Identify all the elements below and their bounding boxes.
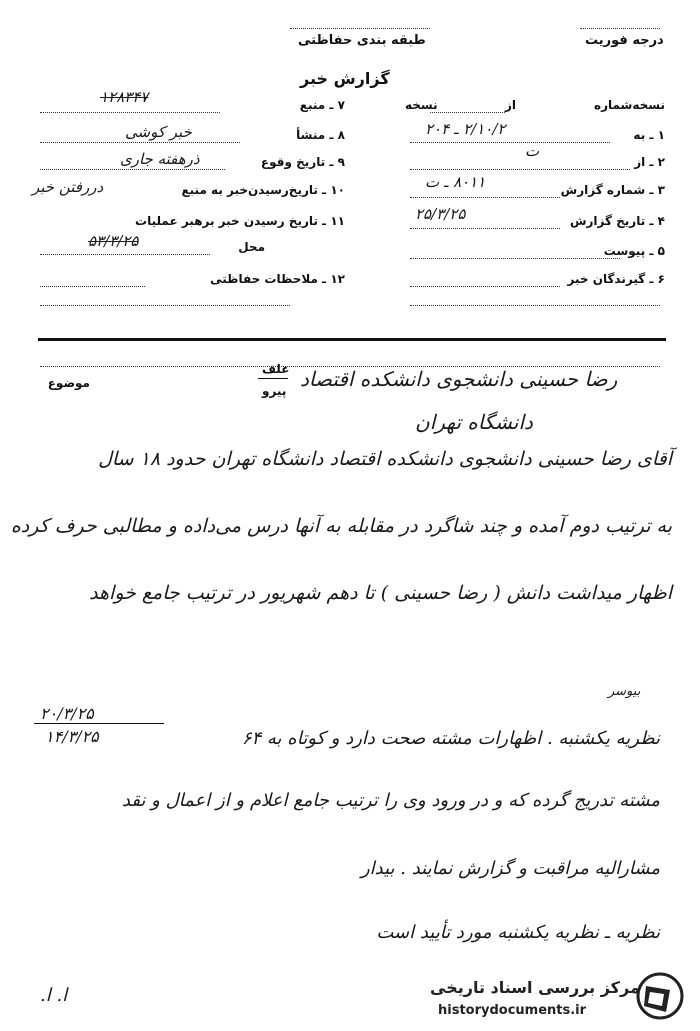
watermark-logo-icon xyxy=(636,972,684,1020)
section-divider xyxy=(38,338,666,341)
field-origin-value: خبر کوشی xyxy=(125,123,192,141)
field-to-dotline xyxy=(410,142,610,143)
field-origin-label: ۸ ـ منشأ xyxy=(296,128,345,142)
field-news-to-source-value: دررفتن خبر xyxy=(32,178,104,196)
field-recipients-label: ۶ ـ گیرندگان خبر xyxy=(567,272,665,286)
field-source-label: ۷ ـ منبع xyxy=(299,98,345,112)
notes-line-4: نظریه ـ نظریه یکشنبه مورد تأیید است xyxy=(376,922,660,943)
subject-label: موضوع xyxy=(47,376,90,390)
body-line-3: اظهار میداشت دانش ( رضا حسینی ) تا دهم شهریور در ترتیب جامع خواهد xyxy=(89,582,672,604)
field-event-date-dotline xyxy=(40,169,225,170)
field-attachment-label: ۵ ـ پیوست xyxy=(603,244,665,258)
notes-ref-rule xyxy=(34,723,164,724)
field-event-date-value: ذرهفته جاری xyxy=(120,150,200,168)
copy-dotline xyxy=(430,112,505,113)
subject-stack-top: علف xyxy=(262,362,290,376)
field-place-label: محل xyxy=(238,240,265,254)
page-title: گزارش خبر xyxy=(300,69,390,88)
subject-line-1: رضا حسینی دانشجوی دانشکده اقتصاد xyxy=(300,367,618,391)
field-recipients-dotline-2 xyxy=(410,305,660,306)
field-report-no-value: ۸۰۱۱ ـ ت xyxy=(425,173,486,191)
field-recipients-dotline xyxy=(410,286,560,287)
classification-dotline xyxy=(290,28,430,29)
subject-stack-bottom: پیرو xyxy=(262,384,287,398)
field-event-date-label: ۹ ـ تاریخ وقوع xyxy=(260,155,345,169)
notes-footer-signature: ا. ا. xyxy=(40,985,68,1006)
classification-label: طبقه بندی حفاظتی xyxy=(298,33,426,48)
field-news-to-source-label: ۱۰ ـ تاریخ‌رسیدن‌خبر به منبع xyxy=(181,183,345,197)
field-report-no-label: ۳ ـ شماره گزارش xyxy=(560,183,665,197)
notes-heading: بیوسر xyxy=(608,684,641,699)
field-to-label: ۱ ـ به xyxy=(633,128,665,142)
field-attachment-dotline xyxy=(410,258,620,259)
field-report-date-label: ۴ ـ تاریخ گزارش xyxy=(569,214,665,228)
field-report-no-dotline xyxy=(410,197,560,198)
field-source-dotline xyxy=(40,112,220,113)
field-security-notes-dotline-2 xyxy=(40,305,290,306)
field-from-label: ۲ ـ از xyxy=(634,155,665,169)
urgency-dotline xyxy=(580,28,660,29)
copy-from-label: از xyxy=(505,98,517,112)
body-line-1: آقای رضا حسینی دانشجوی دانشکده اقتصاد دانشگاه تهران حدود ۱۸ سال xyxy=(98,448,672,470)
copy-label: نسخه xyxy=(405,98,438,112)
field-origin-dotline xyxy=(40,142,240,143)
field-security-notes-label: ۱۲ ـ ملاحظات حفاظتی xyxy=(210,272,345,286)
watermark-url: historydocuments.ir xyxy=(438,1003,587,1018)
subject-line-2: دانشگاه تهران xyxy=(415,410,533,434)
field-report-date-dotline xyxy=(410,228,560,229)
field-place-dotline xyxy=(40,254,210,255)
field-report-date-value: ۲۵/۳/۲۵ xyxy=(415,205,466,223)
urgency-label: درجه فوریت xyxy=(585,33,664,48)
subject-stack-rule xyxy=(258,378,288,379)
notes-line-3: مشارالیه مراقبت و گزارش نمایند . بیدار xyxy=(360,858,660,879)
watermark-text: مرکز بررسی اسناد تاریخی xyxy=(430,978,640,997)
field-place-value: ۵۳/۳/۲۵ xyxy=(88,232,139,250)
notes-line-1: نظریه یکشنبه . اظهارات مشته صحت دارد و کوتاه به ۶۴ xyxy=(241,728,660,749)
notes-ref-1: ۲۰/۳/۲۵ xyxy=(40,704,94,723)
notes-ref-2: ۱۴/۳/۲۵ xyxy=(45,727,99,746)
field-security-notes-dotline xyxy=(40,286,145,287)
field-from-dotline xyxy=(410,169,630,170)
field-source-value: ۱۲۸۳۴۷ xyxy=(100,88,149,106)
copy-no-label: نسخه‌شماره xyxy=(594,98,665,112)
field-from-value: ت xyxy=(525,142,540,160)
body-line-2: به ترتیب دوم آمده و چند شاگرد در مقابله به آنها درس می‌داده و مطالبی حرف کرده xyxy=(10,515,672,537)
notes-line-2: مشته تدریج گرده که و در ورود وی را ترتیب جامع اعلام و از اعمال و نقد xyxy=(121,790,660,811)
field-to-value: ۲/۱۰/۲ ـ ۲۰۴ xyxy=(425,120,506,138)
field-news-to-lead-label: ۱۱ ـ تاریخ رسیدن خبر برهبر عملیات xyxy=(135,214,345,228)
